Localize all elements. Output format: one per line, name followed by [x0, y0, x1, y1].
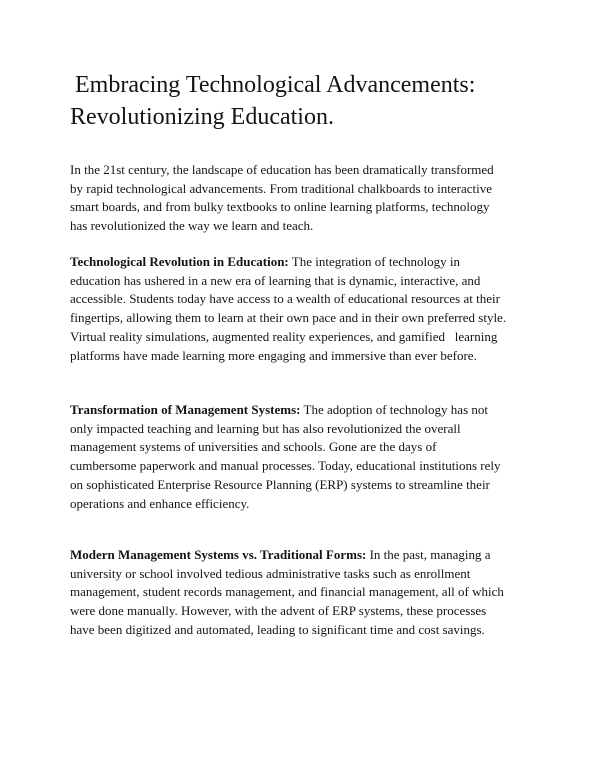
- paragraph-line: fingertips, allowing them to learn at their own pace and in their own preferred style.: [70, 310, 507, 326]
- document-title: [70, 69, 475, 133]
- paragraph-line: education has ushered in a new era of learning that is dynamic, interactive, and: [70, 272, 481, 288]
- paragraph-line: by rapid technological advancements. From traditional chalkboards to interactive: [70, 180, 492, 196]
- paragraph-modern-vs-traditional: [70, 546, 504, 640]
- paragraph-line: university or school involved tedious administrative tasks such as enrollment: [70, 565, 471, 581]
- paragraph-line: platforms have made learning more engaging and immersive than ever before.: [70, 347, 477, 363]
- paragraph-line-text: The adoption of technology has not: [300, 402, 488, 417]
- paragraph-line: In the 21st century, the landscape of education has been dramatically transformed: [70, 162, 494, 177]
- paragraph-line: Virtual reality simulations, augmented reality experiences, and gamified learning: [70, 328, 498, 344]
- paragraph-line: has revolutionized the way we learn and teach.: [70, 218, 314, 234]
- paragraph-technological-revolution: [70, 253, 506, 365]
- paragraph-introduction: [70, 161, 494, 236]
- title-line-2: Revolutionizing Education.: [70, 104, 334, 130]
- paragraph-line: on sophisticated Enterprise Resource Planning (ERP) systems to streamline their: [70, 476, 490, 492]
- paragraph-line: [70, 546, 504, 565]
- paragraph-line: operations and enhance efficiency.: [70, 495, 250, 511]
- paragraph-management-systems: [70, 401, 501, 513]
- title-line-1: Embracing Technological Advancements:: [75, 72, 476, 98]
- paragraph-line-text: In the past, managing a: [366, 547, 491, 562]
- paragraph-heading: Transformation of Management Systems:: [70, 402, 301, 417]
- paragraph-line: [70, 401, 501, 420]
- paragraph-line: cumbersome paperwork and manual processes. Today, educational institutions rely: [70, 458, 501, 474]
- paragraph-line: management, student records management, and financial management, all of which: [70, 584, 504, 600]
- paragraph-line: have been digitized and automated, leading to significant time and cost savings.: [70, 621, 485, 637]
- paragraph-line: only impacted teaching and learning but has also revolutionized the overall: [70, 420, 461, 436]
- paragraph-line: accessible. Students today have access to a wealth of educational resources at their: [70, 291, 500, 307]
- paragraph-line: were done manually. However, with the advent of ERP systems, these processes: [70, 603, 487, 619]
- paragraph-line: smart boards, and from bulky textbooks to online learning platforms, technology: [70, 199, 490, 215]
- paragraph-line-text: The integration of technology in: [288, 254, 460, 269]
- paragraph-heading: Technological Revolution in Education:: [70, 254, 289, 269]
- paragraph-line: [70, 253, 506, 272]
- paragraph-line: management systems of universities and schools. Gone are the days of: [70, 439, 437, 455]
- paragraph-heading: Modern Management Systems vs. Traditional Forms:: [70, 547, 367, 562]
